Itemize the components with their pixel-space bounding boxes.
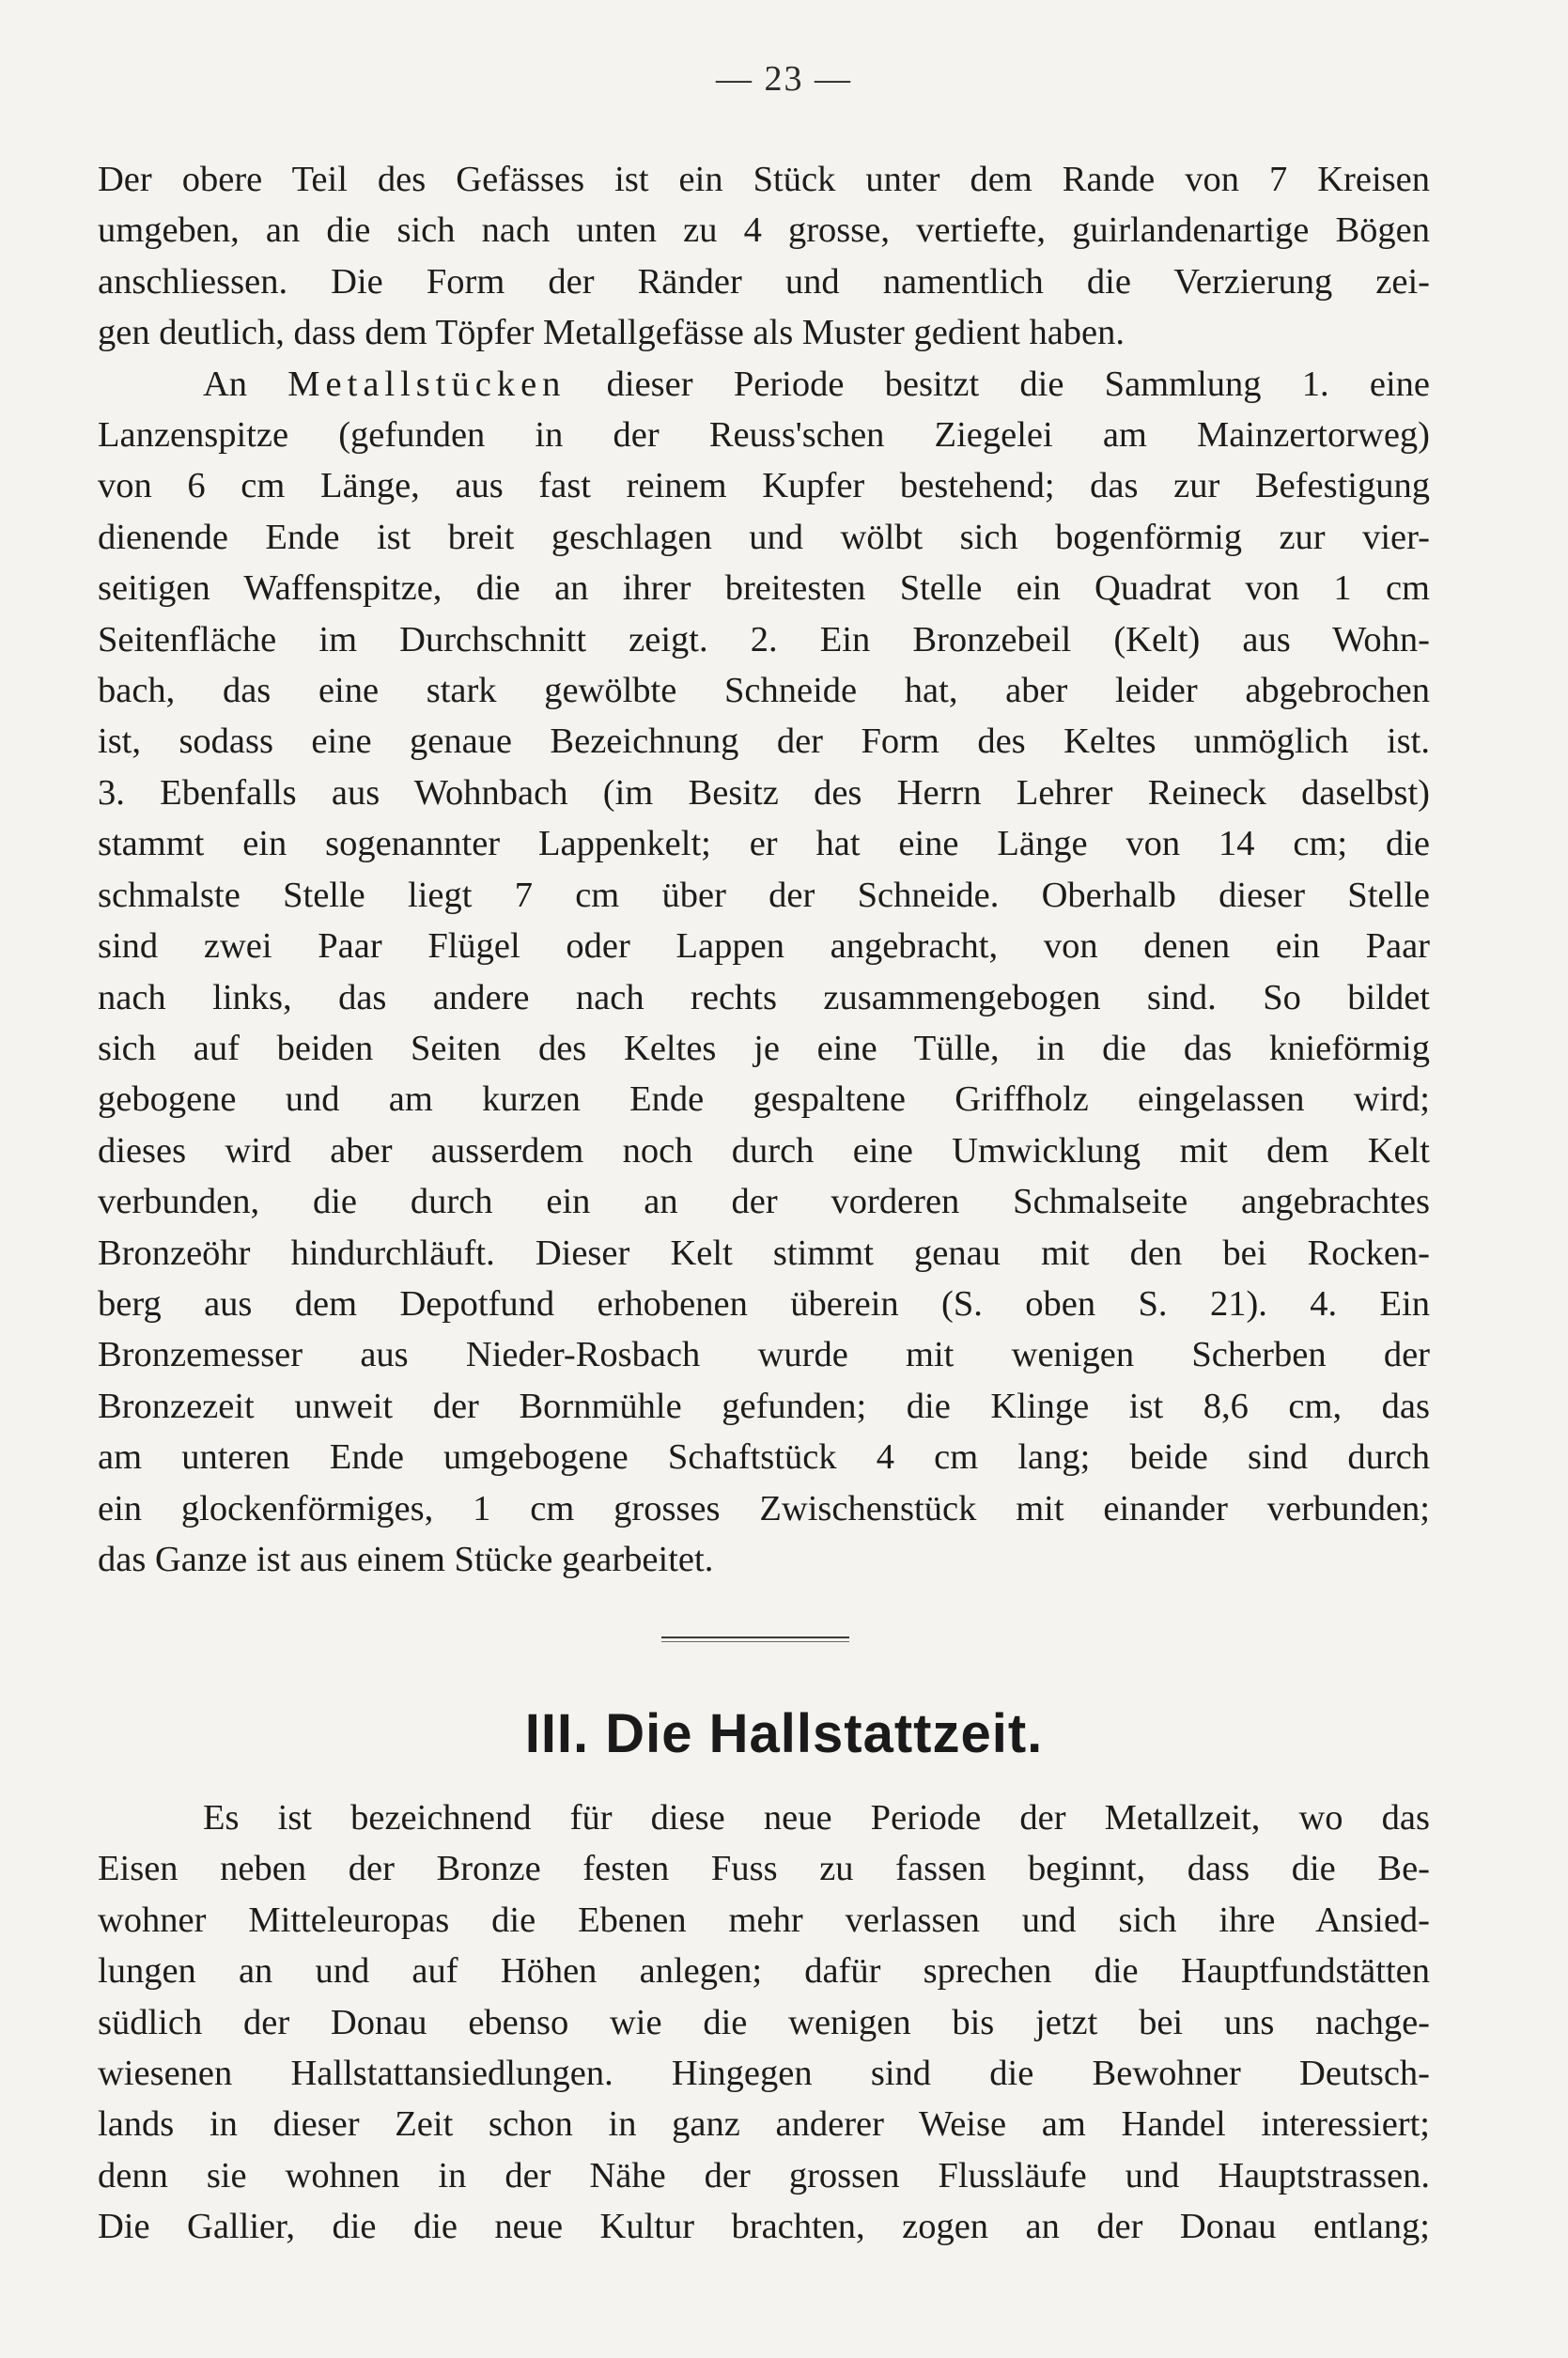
text-line: Die Gallier, die die neue Kultur brachten, zogen an der Donau entlang; <box>98 2207 1430 2247</box>
text-line: lungen an und auf Höhen anlegen; dafür sprechen die Hauptfundstätten <box>98 1951 1430 1992</box>
text-line: Seitenfläche im Durchschnitt zeigt. 2. Ein Bronzebeil (Kelt) aus Wohn- <box>98 619 1430 659</box>
text-line: Lanzenspitze (gefunden in der Reuss'schen Ziegelei am Mainzertorweg) <box>98 415 1430 456</box>
text-line: ein glockenförmiges, 1 cm grosses Zwischenstück mit einander verbunden; <box>98 1488 1430 1528</box>
paragraph-first-line-rest: dieser Periode besitzt die Sammlung 1. eine <box>566 364 1430 404</box>
text-line: nach links, das andere nach rechts zusammengebogen sind. So bildet <box>98 977 1430 1017</box>
text-line: wohner Mitteleuropas die Ebenen mehr verlassen und sich ihre Ansied- <box>98 1900 1430 1940</box>
text-line: Bronzezeit unweit der Bornmühle gefunden; die Klinge ist 8,6 cm, das <box>98 1386 1430 1426</box>
text-line: lands in dieser Zeit schon in ganz anderer Weise am Handel interessiert; <box>98 2104 1430 2145</box>
text-line: von 6 cm Länge, aus fast reinem Kupfer bestehend; das zur Befestigung <box>98 466 1430 506</box>
text-line: wiesenen Hallstattansiedlungen. Hingegen sind die Bewohner Deutsch- <box>98 2054 1430 2094</box>
text-line: anschliessen. Die Form der Ränder und namentlich die Verzierung zei- <box>98 261 1430 302</box>
text-line: ist, sodass eine genaue Bezeichnung der Form des Keltes unmöglich ist. <box>98 721 1430 762</box>
text-line: dieses wird aber ausserdem noch durch eine Umwicklung mit dem Kelt <box>98 1130 1430 1171</box>
page-number: — 23 — <box>716 59 852 99</box>
spaced-emphasis-word: Metallstücken <box>287 364 567 404</box>
text-line: umgeben, an die sich nach unten zu 4 grosse, vertiefte, guirlandenartige Bögen <box>98 210 1430 251</box>
text-line: denn sie wohnen in der Nähe der grossen Flussläufe und Hauptstrassen. <box>98 2155 1430 2195</box>
text-line: südlich der Donau ebenso wie die wenigen bis jetzt bei uns nachge- <box>98 2002 1430 2042</box>
text-line: Es ist bezeichnend für diese neue Periode der Metallzeit, wo das <box>203 1798 1430 1838</box>
bronze-age-text <box>98 154 1430 1585</box>
text-line: das Ganze ist aus einem Stücke gearbeitet. <box>98 1539 714 1579</box>
text-line: stammt ein sogenannter Lappenkelt; er hat eine Länge von 14 cm; die <box>98 824 1430 864</box>
paragraph-prefix: An <box>203 364 288 404</box>
section-heading: III. Die Hallstattzeit. <box>524 1703 1044 1764</box>
paragraph-metal-pieces-first-line <box>98 359 1430 410</box>
text-line: Bronzeöhr hindurchläuft. Dieser Kelt stimmt genau mit den bei Rocken- <box>98 1233 1430 1273</box>
text-line: gen deutlich, dass dem Töpfer Metallgefässe als Muster gedient haben. <box>98 313 1126 353</box>
text-line: 3. Ebenfalls aus Wohnbach (im Besitz des Herrn Lehrer Reineck daselbst) <box>98 772 1430 813</box>
text-line: gebogene und am kurzen Ende gespaltene Griffholz eingelassen wird; <box>98 1079 1430 1120</box>
text-line: Bronzemesser aus Nieder-Rosbach wurde mit wenigen Scherben der <box>98 1335 1430 1375</box>
text-line: verbunden, die durch ein an der vorderen Schmalseite angebrachtes <box>98 1182 1430 1222</box>
text-line: sind zwei Paar Flügel oder Lappen angebracht, von denen ein Paar <box>98 926 1430 967</box>
text-line: sich auf beiden Seiten des Keltes je eine Tülle, in die das knieförmig <box>98 1028 1430 1068</box>
text-line: berg aus dem Depotfund erhobenen überein (S. oben S. 21). 4. Ein <box>98 1283 1430 1324</box>
text-line: schmalste Stelle liegt 7 cm über der Schneide. Oberhalb dieser Stelle <box>98 875 1430 915</box>
text-line: seitigen Waffenspitze, die an ihrer breitesten Stelle ein Quadrat von 1 cm <box>98 568 1430 609</box>
text-line: bach, das eine stark gewölbte Schneide hat, aber leider abgebrochen <box>98 671 1430 711</box>
text-line: dienende Ende ist breit geschlagen und wölbt sich bogenförmig zur vier- <box>98 517 1430 557</box>
text-line: Der obere Teil des Gefässes ist ein Stück unter dem Rande von 7 Kreisen <box>98 160 1430 199</box>
text-line: am unteren Ende umgebogene Schaftstück 4 cm lang; beide sind durch <box>98 1437 1430 1478</box>
section-divider <box>661 1637 849 1642</box>
text-line: Eisen neben der Bronze festen Fuss zu fassen beginnt, dass die Be- <box>98 1849 1430 1889</box>
hallstatt-text <box>98 1792 1430 2253</box>
